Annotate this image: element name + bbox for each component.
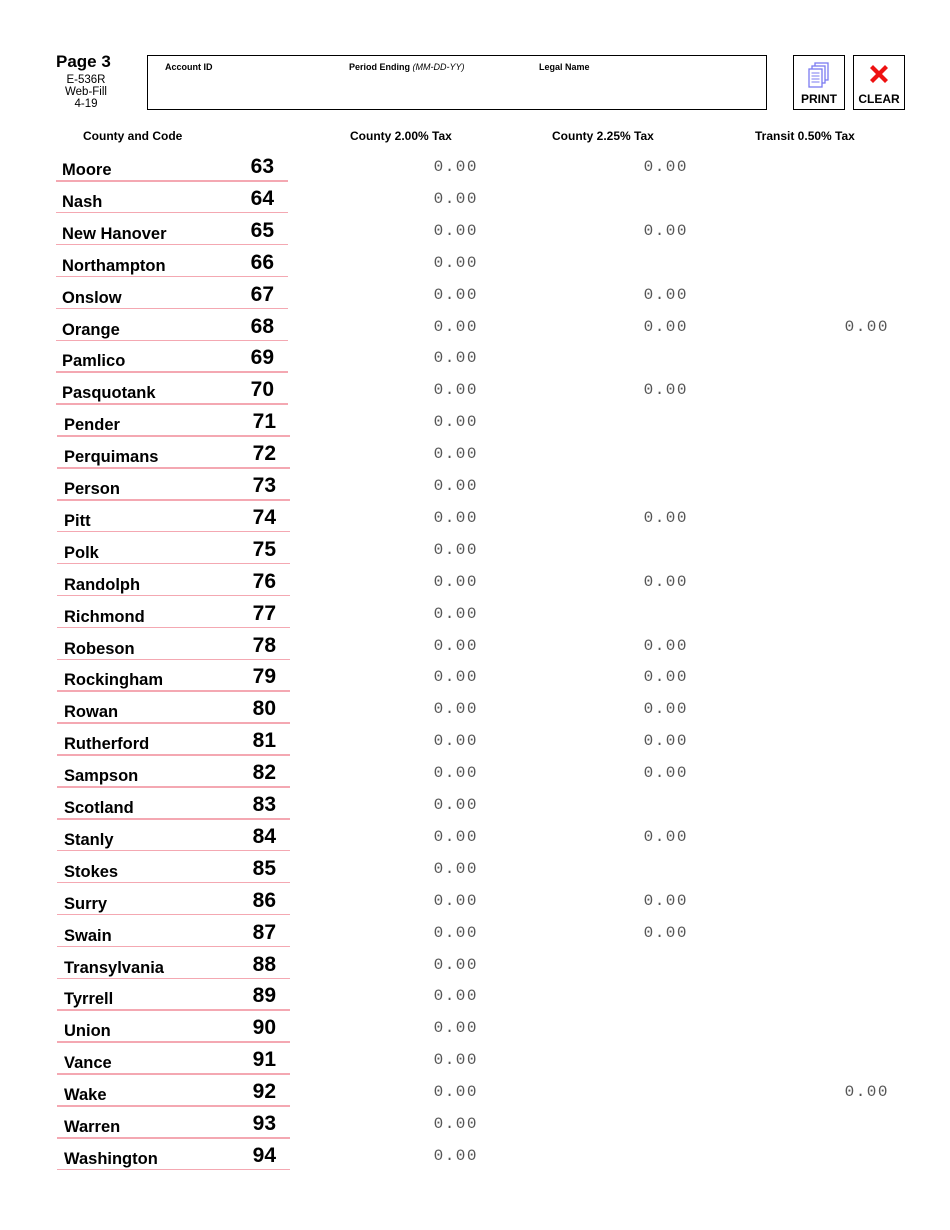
county-code: 74 (252, 505, 276, 529)
county-code: 92 (252, 1080, 276, 1104)
table-row (0, 185, 950, 217)
tax-200-field[interactable] (348, 509, 478, 527)
row-divider (57, 563, 290, 565)
county-name: Scotland (64, 799, 134, 817)
row-divider (57, 786, 290, 788)
county-code: 87 (252, 920, 276, 944)
tax-200-field[interactable] (348, 1147, 478, 1165)
county-name: Washington (64, 1149, 158, 1168)
table-row (0, 281, 950, 313)
county-name: Nash (62, 192, 103, 211)
county-name: Transylvania (64, 958, 164, 977)
county-code: 86 (252, 888, 276, 912)
row-divider (57, 1137, 290, 1139)
legal-name-field[interactable] (536, 76, 760, 106)
county-name: New Hanover (62, 224, 167, 243)
county-code: 81 (252, 729, 276, 753)
county-code: 64 (250, 186, 274, 210)
row-divider (57, 627, 290, 629)
tax-200-field[interactable] (348, 1115, 478, 1133)
row-divider (56, 276, 288, 278)
table-row (0, 536, 950, 568)
table-row (0, 663, 950, 695)
county-name: Randolph (64, 575, 141, 594)
table-row (0, 1014, 950, 1046)
county-code: 73 (252, 474, 276, 497)
tax-200-field[interactable] (348, 254, 478, 272)
tax-200-field[interactable] (348, 1019, 478, 1037)
row-divider (56, 371, 288, 373)
tax-200-field[interactable] (348, 828, 478, 846)
row-divider (56, 308, 288, 310)
row-divider (57, 1009, 290, 1011)
county-code: 65 (250, 218, 274, 242)
county-name: Vance (64, 1054, 112, 1073)
row-divider (57, 531, 290, 533)
county-code: 70 (250, 378, 274, 402)
row-divider (57, 1169, 290, 1171)
tax-200-field[interactable] (348, 286, 478, 304)
account-id-label: Account ID (165, 62, 213, 72)
legal-name-label: Legal Name (539, 62, 590, 72)
county-code: 84 (252, 824, 276, 848)
county-name: Orange (62, 320, 120, 339)
county-name: Perquimans (64, 448, 159, 467)
county-code: 80 (252, 697, 276, 721)
table-row (0, 1110, 950, 1142)
tax-225-field[interactable] (558, 158, 688, 176)
tax-200-field[interactable] (348, 956, 478, 974)
period-ending-field[interactable] (346, 76, 500, 106)
table-row (0, 919, 950, 951)
county-code: 89 (252, 984, 276, 1008)
tax-200-field[interactable] (348, 796, 478, 814)
clear-button[interactable] (853, 55, 905, 110)
tax-200-field[interactable] (348, 158, 478, 176)
row-divider (57, 1073, 290, 1075)
table-row (0, 791, 950, 823)
taxpayer-info-box (147, 55, 767, 110)
table-row (0, 823, 950, 855)
account-id-field[interactable] (162, 76, 346, 106)
transit-050-field[interactable] (759, 1083, 889, 1101)
tax-200-field[interactable] (348, 445, 478, 463)
row-divider (57, 914, 290, 916)
county-code: 72 (252, 442, 276, 466)
tax-225-field[interactable] (558, 286, 688, 304)
county-code: 79 (252, 665, 276, 689)
row-divider (57, 978, 290, 980)
county-code: 88 (252, 952, 276, 976)
row-divider (57, 818, 290, 820)
tax-200-field[interactable] (348, 764, 478, 782)
row-divider (57, 467, 290, 469)
page-title: Page 3 (56, 52, 111, 71)
county-name: Rockingham (64, 671, 164, 690)
county-code: 94 (252, 1143, 276, 1167)
row-divider (57, 499, 290, 501)
county-code: 83 (252, 793, 276, 816)
table-row (0, 695, 950, 727)
row-divider (56, 340, 288, 342)
county-code: 69 (250, 346, 274, 370)
county-code: 82 (252, 761, 276, 785)
table-row (0, 855, 950, 887)
table-row (0, 982, 950, 1014)
tax-225-field[interactable] (558, 892, 688, 910)
table-row (0, 217, 950, 249)
tax-225-field[interactable] (558, 732, 688, 750)
row-divider (57, 946, 290, 948)
county-name: Warren (64, 1118, 121, 1136)
table-row (0, 440, 950, 472)
form-number: E-536R (66, 74, 106, 86)
table-row (0, 472, 950, 504)
county-name: Onslow (62, 288, 122, 307)
tax-200-field[interactable] (348, 924, 478, 942)
county-name: Pamlico (62, 352, 126, 371)
tax-225-field[interactable] (558, 509, 688, 527)
county-name: Polk (64, 543, 99, 562)
tax-200-field[interactable] (348, 892, 478, 910)
transit-050-field[interactable] (759, 318, 889, 336)
tax-200-field[interactable] (348, 190, 478, 208)
tax-200-field[interactable] (348, 860, 478, 878)
county-code: 77 (252, 601, 276, 625)
county-name: Swain (64, 926, 112, 945)
county-code: 91 (252, 1048, 276, 1072)
form-id (58, 74, 114, 110)
tax-200-field[interactable] (348, 573, 478, 591)
county-code: 93 (252, 1112, 276, 1135)
county-name: Moore (62, 161, 112, 179)
row-divider (57, 435, 290, 437)
tax-200-field[interactable] (348, 987, 478, 1005)
row-divider (57, 659, 290, 661)
county-name: Richmond (64, 607, 145, 626)
county-name: Wake (64, 1086, 107, 1105)
row-divider (57, 690, 290, 692)
county-code: 90 (252, 1016, 276, 1040)
col-header-transit-050: Transit 0.50% Tax (755, 129, 855, 143)
row-divider (56, 403, 288, 405)
print-icon (807, 62, 831, 90)
table-row (0, 600, 950, 632)
tax-225-field[interactable] (558, 764, 688, 782)
row-divider (57, 882, 290, 884)
table-row (0, 153, 950, 185)
row-divider (57, 1105, 290, 1107)
tax-225-field[interactable] (558, 381, 688, 399)
tax-200-field[interactable] (348, 637, 478, 655)
table-row (0, 344, 950, 376)
table-row (0, 759, 950, 791)
county-name: Rutherford (64, 735, 150, 754)
county-name: Pitt (64, 511, 91, 530)
row-divider (57, 754, 290, 756)
tax-200-field[interactable] (348, 1083, 478, 1101)
table-row (0, 951, 950, 983)
county-name: Northampton (62, 256, 166, 275)
county-name: Robeson (64, 639, 135, 658)
tax-200-field[interactable] (348, 349, 478, 367)
county-code: 85 (252, 856, 276, 880)
county-code: 68 (250, 314, 274, 338)
county-code: 76 (252, 569, 276, 593)
county-code: 66 (250, 250, 274, 274)
county-name: Tyrrell (64, 990, 114, 1009)
tax-200-field[interactable] (348, 1051, 478, 1069)
table-row (0, 313, 950, 345)
tax-225-field[interactable] (558, 924, 688, 942)
row-divider (57, 595, 290, 597)
table-row (0, 504, 950, 536)
row-divider (56, 180, 288, 182)
x-icon (867, 62, 891, 86)
print-button[interactable] (793, 55, 845, 110)
tax-200-field[interactable] (348, 222, 478, 240)
row-divider (57, 1041, 290, 1043)
row-divider (57, 850, 290, 852)
table-row (0, 376, 950, 408)
form-version: Web-Fill (65, 86, 107, 98)
county-code: 75 (252, 537, 276, 561)
period-ending-hint: (MM-DD-YY) (412, 62, 465, 72)
county-code: 63 (250, 155, 274, 178)
col-header-tax-200: County 2.00% Tax (350, 129, 452, 143)
tax-200-field[interactable] (348, 477, 478, 495)
tax-225-field[interactable] (558, 318, 688, 336)
table-row (0, 727, 950, 759)
tax-225-field[interactable] (558, 700, 688, 718)
table-row (0, 632, 950, 664)
county-name: Pender (64, 416, 120, 435)
tax-225-field[interactable] (558, 828, 688, 846)
county-name: Person (64, 480, 120, 498)
tax-225-field[interactable] (558, 222, 688, 240)
tax-200-field[interactable] (348, 732, 478, 750)
row-divider (56, 244, 288, 246)
tax-200-field[interactable] (348, 318, 478, 336)
table-row (0, 1078, 950, 1110)
row-divider (56, 212, 288, 214)
county-name: Stokes (64, 862, 119, 881)
county-name: Pasquotank (62, 384, 156, 403)
table-row (0, 568, 950, 600)
county-name: Sampson (64, 767, 139, 786)
table-row (0, 249, 950, 281)
tax-225-field[interactable] (558, 573, 688, 591)
county-code: 78 (252, 633, 276, 657)
county-name: Union (64, 1022, 111, 1041)
col-header-tax-225: County 2.25% Tax (552, 129, 654, 143)
print-label: PRINT (801, 92, 837, 106)
tax-200-field[interactable] (348, 668, 478, 686)
tax-225-field[interactable] (558, 668, 688, 686)
tax-200-field[interactable] (348, 381, 478, 399)
tax-200-field[interactable] (348, 700, 478, 718)
table-row (0, 887, 950, 919)
county-code: 67 (250, 282, 274, 306)
table-row (0, 1046, 950, 1078)
tax-200-field[interactable] (348, 605, 478, 623)
table-row (0, 1142, 950, 1174)
table-row (0, 408, 950, 440)
county-name: Stanly (64, 830, 114, 849)
county-code: 71 (252, 410, 276, 434)
tax-200-field[interactable] (348, 541, 478, 559)
clear-label: CLEAR (858, 92, 900, 106)
col-header-county-code: County and Code (83, 129, 183, 143)
row-divider (57, 722, 290, 724)
period-ending-label: Period Ending (MM-DD-YY) (349, 62, 465, 72)
form-date: 4-19 (74, 98, 98, 110)
county-name: Surry (64, 894, 108, 913)
tax-200-field[interactable] (348, 413, 478, 431)
tax-225-field[interactable] (558, 637, 688, 655)
county-name: Rowan (64, 703, 119, 722)
